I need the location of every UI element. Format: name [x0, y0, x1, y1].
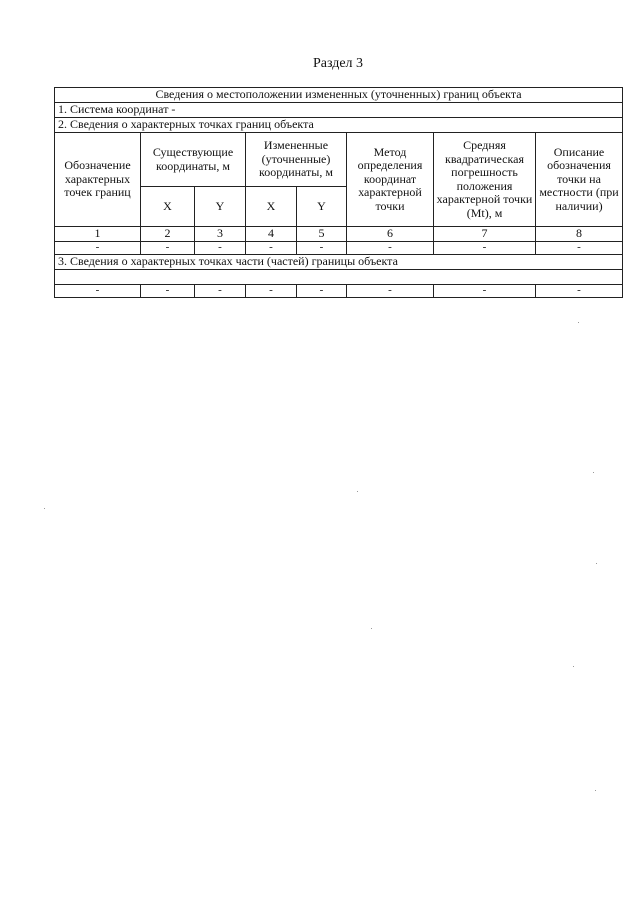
section-title: Раздел 3	[312, 56, 364, 71]
scan-speck	[44, 508, 45, 509]
table-cell: -	[246, 241, 297, 254]
parts-section-header: 3. Сведения о характерных точках части (частей) границы объекта	[55, 254, 623, 269]
table-cell: -	[536, 241, 623, 254]
table-row	[55, 241, 623, 254]
table-cell: -	[297, 241, 347, 254]
scan-speck	[593, 472, 594, 473]
column-number: 1	[55, 227, 141, 242]
scan-speck	[578, 322, 579, 323]
header-changed-coords: Измененные (уточненные) координаты, м	[246, 133, 347, 187]
column-number: 6	[347, 227, 434, 242]
column-number: 7	[434, 227, 536, 242]
table-cell: -	[297, 284, 347, 297]
header-y-existing: Y	[195, 187, 246, 227]
header-existing-coords: Существующие координаты, м	[141, 133, 246, 187]
table-row	[55, 284, 623, 297]
table-cell: -	[141, 241, 195, 254]
column-number: 2	[141, 227, 195, 242]
column-numbers-row	[55, 227, 623, 242]
table-cell: -	[347, 241, 434, 254]
column-number: 4	[246, 227, 297, 242]
scan-speck	[595, 790, 596, 791]
column-number: 8	[536, 227, 623, 242]
scan-speck	[371, 628, 372, 629]
table-cell: -	[434, 284, 536, 297]
table-cell: -	[195, 284, 246, 297]
header-method: Метод определения координат характерной точки	[347, 133, 434, 227]
scan-speck	[573, 666, 574, 667]
header-error: Средняя квадратическая погрешность положения характерной точки (Mt), м	[434, 133, 536, 227]
table-cell: -	[141, 284, 195, 297]
column-number: 5	[297, 227, 347, 242]
header-designation: Обозначение характерных точек границ	[55, 133, 141, 227]
header-y-changed: Y	[297, 187, 347, 227]
header-description: Описание обозначения точки на местности (при наличии)	[536, 133, 623, 227]
scan-speck	[357, 491, 358, 492]
column-number: 3	[195, 227, 246, 242]
empty-row	[55, 269, 623, 284]
table-cell: -	[55, 241, 141, 254]
boundary-points-table	[54, 87, 623, 298]
table-cell: -	[434, 241, 536, 254]
table-cell: -	[536, 284, 623, 297]
points-section-header: 2. Сведения о характерных точках границ объекта	[55, 118, 623, 133]
table-cell: -	[55, 284, 141, 297]
header-x-changed: X	[246, 187, 297, 227]
header-x-existing: X	[141, 187, 195, 227]
table-cell: -	[347, 284, 434, 297]
scan-speck	[596, 563, 597, 564]
coord-system-row: 1. Система координат -	[55, 103, 623, 118]
table-cell: -	[246, 284, 297, 297]
table-caption: Сведения о местоположении измененных (уточненных) границ объекта	[55, 88, 623, 103]
table-cell: -	[195, 241, 246, 254]
